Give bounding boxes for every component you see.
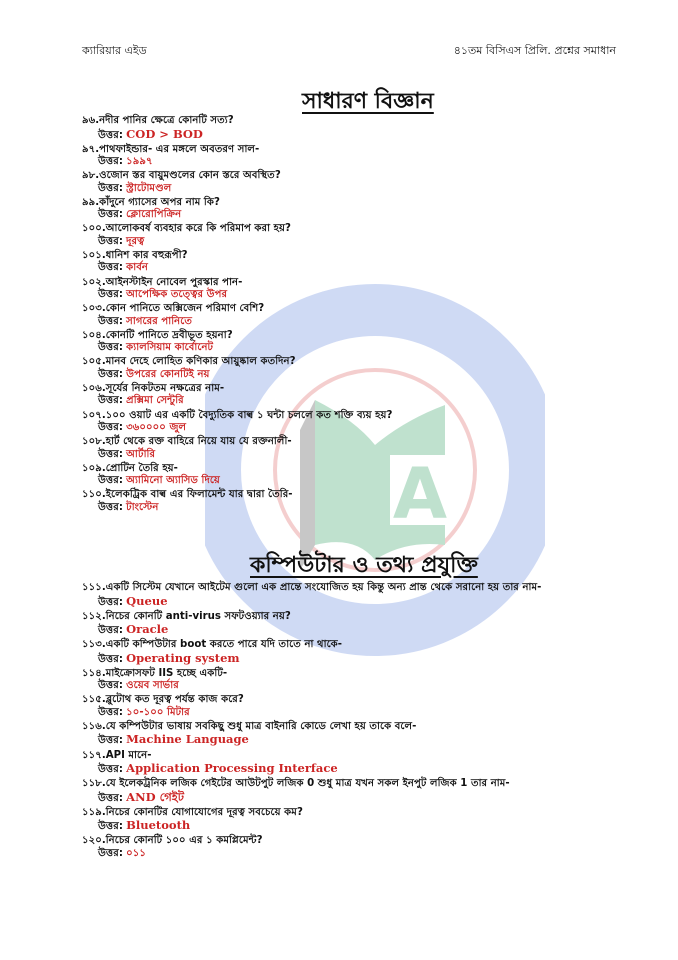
question: ১০২.আইনস্টাইন নোবেল পুরস্কার পান- xyxy=(82,276,243,288)
question: ১০৭.১০০ ওয়াট এর একটি বৈদ্যুতিক বাল্ব ১ ঘন্টা চললে কত শক্তি ব্যয় হয়? xyxy=(82,409,393,421)
answer-row xyxy=(82,819,612,834)
answer-label: উত্তর: xyxy=(98,501,123,513)
question: ১১৫.ব্লুটোথ কত দূরত্ব পর্যন্ত কাজ করে? xyxy=(82,694,244,706)
answer-label: উত্তর: xyxy=(98,821,123,833)
answer-label: উত্তর: xyxy=(98,764,123,776)
logo-letter: A xyxy=(392,453,448,535)
answer-row xyxy=(82,449,612,462)
answer-row xyxy=(82,707,612,720)
question: ৯৯.কাঁদুনে গ্যাসের অপর নাম কি? xyxy=(82,196,220,208)
header-right: ৪১তম বিসিএস প্রিলি. প্রশ্নের সমাধান xyxy=(453,44,616,57)
question-list-ict xyxy=(82,582,612,862)
answer-label: উত্তর: xyxy=(98,847,123,859)
answer-label: উত্তর: xyxy=(98,792,123,804)
answer-row xyxy=(82,156,612,169)
answer-row xyxy=(82,848,612,861)
question: ৯৭.পাথফাইন্ডার- এর মঙ্গলে অবতরণ সাল- xyxy=(82,143,260,155)
question: ১১৮.যে ইলেকট্রনিক লজিক গেইটের আউটপুট লজিক 0 শুধু মাত্র যখন সকল ইনপুট লজিক 1 তার নাম- xyxy=(82,778,510,790)
answer-row xyxy=(82,369,612,382)
answer-value: দূরত্ব xyxy=(126,235,145,247)
answer-row xyxy=(82,342,612,355)
answer-value: ক্যালসিয়াম কার্বোনেট xyxy=(126,342,214,354)
answer-row xyxy=(82,623,612,638)
answer-row xyxy=(82,289,612,302)
question: ১১২.নিচের কোনটি anti-virus সফটওয়্যার নয়? xyxy=(82,610,291,622)
answer-label: উত্তর: xyxy=(98,182,123,194)
question: ১০৮.হার্ট থেকে রক্ত বাহিরে নিয়ে যায় যে রক্তনালী- xyxy=(82,436,292,448)
answer-row xyxy=(82,791,612,806)
answer-row xyxy=(82,762,612,777)
question: ১১৭.API মানে- xyxy=(82,749,152,761)
answer-row xyxy=(82,475,612,488)
answer-value: অ্যামিনো অ্যাসিড দিয়ে xyxy=(126,475,220,487)
question: ১০৯.প্রোটিন তৈরি হয়- xyxy=(82,462,178,474)
answer-label: উত্তর: xyxy=(98,209,123,221)
answer-label: উত্তর: xyxy=(98,735,123,747)
answer-row xyxy=(82,316,612,329)
answer-label: উত্তর: xyxy=(98,395,123,407)
answer-label: উত্তর: xyxy=(98,235,123,247)
answer-label: উত্তর: xyxy=(98,625,123,637)
question: ১১৯.নিচের কোনটির যোগাযোগের দূরত্ব সবচেয়ে কম? xyxy=(82,806,303,818)
question: ১১৪.মাইক্রোসফট IIS হচ্ছে একটি- xyxy=(82,667,228,679)
answer-label: উত্তর: xyxy=(98,129,123,141)
answer-value: Operating system xyxy=(126,650,240,665)
question: ৯৬.নদীর পানির ক্ষেত্রে কোনটি সত্য? xyxy=(82,115,234,126)
answer-row xyxy=(82,236,612,249)
answer-row xyxy=(82,128,612,143)
answer-row xyxy=(82,395,612,408)
answer-value: Bluetooth xyxy=(126,818,191,833)
answer-label: উত্তর: xyxy=(98,156,123,168)
question: ১০৬.সূর্যের নিকটতম নক্ষত্রের নাম- xyxy=(82,382,225,394)
answer-value: ১০-১০০ মিটার xyxy=(126,706,190,718)
answer-value: Oracle xyxy=(126,622,169,637)
question: ১১০.ইলেকট্রিক বাল্ব এর ফিলামেন্ট যার দ্বারা তৈরি- xyxy=(82,489,293,501)
question: ১১৩.একটি কম্পিউটার boot করতে পারে যদি তাতে না থাকে- xyxy=(82,639,343,651)
answer-value: COD > BOD xyxy=(126,126,203,141)
question-list-science xyxy=(82,115,612,516)
question: ১০৩.কোন পানিতে অক্সিজেন পরিমাণ বেশি? xyxy=(82,303,265,315)
answer-label: উত্তর: xyxy=(98,596,123,608)
answer-value: AND গেইট xyxy=(126,789,185,804)
answer-value: টাংস্টেন xyxy=(126,501,159,513)
answer-label: উত্তর: xyxy=(98,342,123,354)
answer-row xyxy=(82,680,612,693)
question: ১০৫.মানব দেহে লোহিত কণিকার আয়ুষ্কাল কতদিন? xyxy=(82,356,296,368)
question: ১২০.নিচের কোনটি ১০০ এর ১ কমপ্লিমেন্ট? xyxy=(82,835,263,847)
answer-value: ওয়েব সার্ভার xyxy=(126,680,179,692)
answer-row xyxy=(82,262,612,275)
question: ১০০.আলোকবর্ষ ব্যবহার করে কি পরিমাপ করা হয়? xyxy=(82,223,291,235)
answer-value: স্ট্রাটোমণ্ডল xyxy=(126,182,172,194)
section-title-general-science: সাধারণ বিজ্ঞান xyxy=(302,89,434,114)
question: ১১৬.যে কম্পিউটার ভাষায় সবকিছু শুধু মাত্র বাইনারি কোডে লেখা হয় তাকে বলে- xyxy=(82,720,417,732)
question: ১০৪.কোনটি পানিতে দ্রবীভূত হয়না? xyxy=(82,329,233,341)
question: ১১১.একটি সিস্টেম যেখানে আইটেম গুলো এক প্রান্তে সংযোজিত হয় কিন্তু অন্য প্রান্ত থেকে সরানো হয় তার নাম- xyxy=(82,582,542,593)
answer-value: ১৯৯৭ xyxy=(126,156,153,168)
answer-value: আর্টারি xyxy=(126,448,156,460)
answer-row xyxy=(82,733,612,748)
section-title-ict: কম্পিউটার ও তথ্য প্রযুক্তি xyxy=(250,553,478,578)
answer-row xyxy=(82,422,612,435)
answer-label: উত্তর: xyxy=(98,448,123,460)
answer-value: ০১১ xyxy=(126,847,147,859)
answer-label: উত্তর: xyxy=(98,262,123,274)
answer-value: সাগরের পানিতে xyxy=(126,315,192,327)
answer-label: উত্তর: xyxy=(98,680,123,692)
answer-value: Queue xyxy=(126,593,168,608)
question: ১০১.ধানিশ কার বহুরূপী? xyxy=(82,249,188,261)
answer-row xyxy=(82,595,612,610)
answer-label: উত্তর: xyxy=(98,315,123,327)
answer-label: উত্তর: xyxy=(98,653,123,665)
answer-value: Machine Language xyxy=(126,732,249,747)
answer-row xyxy=(82,652,612,667)
answer-label: উত্তর: xyxy=(98,289,123,301)
answer-value: ক্লোরোপিক্রিন xyxy=(126,209,182,221)
question: ৯৮.ওজোন স্তর বায়ুমণ্ডলের কোন স্তরে অবস্থিত? xyxy=(82,170,281,182)
answer-row xyxy=(82,502,612,515)
answer-row xyxy=(82,209,612,222)
header-left: ক্যারিয়ার এইড xyxy=(82,44,147,57)
answer-value: প্রক্সিমা সেন্টুরি xyxy=(126,395,184,407)
answer-value: কার্বন xyxy=(126,262,148,274)
answer-label: উত্তর: xyxy=(98,475,123,487)
answer-value: আপেক্ষিক তত্ত্বের উপর xyxy=(126,289,228,301)
answer-value: Application Processing Interface xyxy=(126,761,338,776)
answer-value: উপরের কোনটিই নয় xyxy=(126,368,210,380)
answer-label: উত্তর: xyxy=(98,422,123,434)
answer-row xyxy=(82,183,612,196)
answer-label: উত্তর: xyxy=(98,706,123,718)
answer-label: উত্তর: xyxy=(98,368,123,380)
answer-value: ৩৬০০০০ জুল xyxy=(126,422,187,434)
